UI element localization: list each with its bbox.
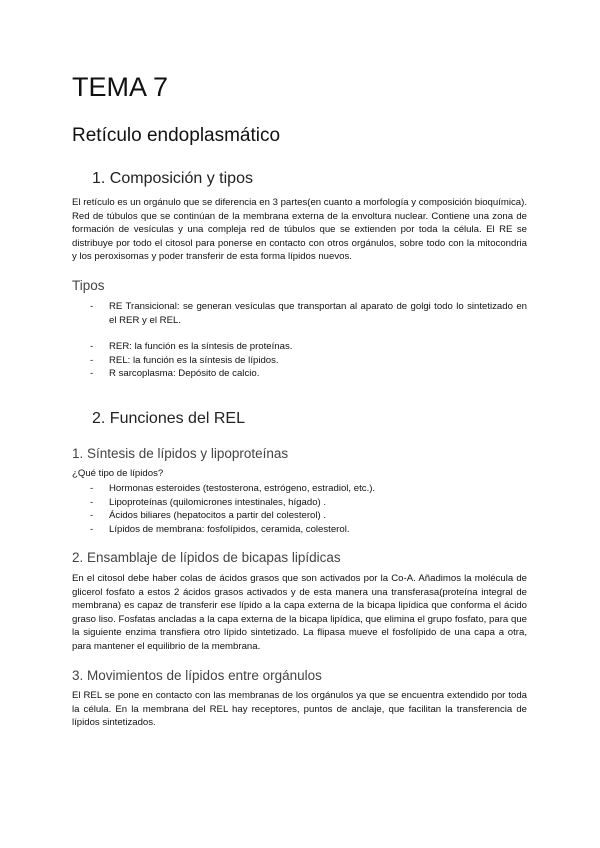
- dash-marker: -: [90, 483, 94, 494]
- list-item: - Hormonas esteroides (testosterona, estrógeno, estradiol, etc.).: [90, 483, 376, 494]
- question-text: ¿Qué tipo de lípidos?: [72, 468, 164, 479]
- section-heading-composicion: 1. Composición y tipos: [92, 170, 253, 187]
- subheading-sintesis: 1. Síntesis de lípidos y lipoproteínas: [72, 446, 289, 461]
- dash-marker: -: [90, 354, 94, 366]
- list-item: - Lípidos de membrana: fosfolípidos, ceramida, colesterol.: [90, 523, 350, 535]
- list-item: - RER: la función es la síntesis de proteínas.: [90, 341, 293, 352]
- dash-marker: -: [90, 301, 94, 312]
- dash-marker: -: [90, 510, 94, 521]
- dash-marker: -: [90, 523, 94, 535]
- dash-marker: -: [90, 496, 94, 508]
- paragraph-ensamblaje: En el citosol debe haber colas de ácidos grasos que son activados por la Co-A. Añadimos la molécula de glicerol fosfato a estos 2 ácidos grasos activados y de esta manera una transferasa(proteína integral de membrana) es capaz de transferir ese lípido a la capa externa de la bicapa lipídica que conforma el ácido graso liso. Fosfatas ancladas a la capa externa de la bicapa lipídica, que elimina el grupo fosfato, para que la siguiente enzima transfiera otro lípido sintetizado. La flipasa mueve el fosfolípido de una capa a otra, para mantener el equilibrio de la membrana.: [72, 573, 527, 652]
- list-item: - R sarcoplasma: Depósito de calcio.: [90, 368, 260, 379]
- list-item: - RE Transicional: se generan vesículas que transportan al aparato de golgi todo lo sintetizado en el RER y el REL.: [90, 301, 527, 326]
- dash-marker: -: [90, 368, 94, 379]
- subheading-movimientos: 3. Movimientos de lípidos entre orgánulos: [72, 668, 322, 683]
- list-item: - Lipoproteínas (quilomicrones intestinales, hígado) .: [90, 496, 327, 508]
- subheading-ensamblaje: 2. Ensamblaje de lípidos de bicapas lipídicas: [72, 550, 341, 565]
- list-item: - REL: la función es la síntesis de lípidos.: [90, 354, 279, 366]
- tipos-list: [90, 300, 527, 381]
- paragraph-movimientos: El REL se pone en contacto con las membranas de los orgánulos ya que se encuentra extendido por toda la célula. En la membrana del REL hay receptores, puntos de anclaje, que facilitan la transferencia de lípidos sintetizados.: [72, 690, 527, 728]
- subheading-tipos: Tipos: [72, 278, 105, 293]
- section-heading-funciones: 2. Funciones del REL: [92, 410, 245, 427]
- dash-marker: -: [90, 341, 94, 352]
- page-title: TEMA 7: [72, 72, 169, 102]
- page-subtitle: Retículo endoplasmático: [72, 125, 281, 146]
- section-paragraph-composicion: El retículo es un orgánulo que se diferencia en 3 partes(en cuanto a morfología y composición bioquímica). Red de túbulos que se continúan de la membrana externa de la envoltura nuclear. Contiene una zona de formación de vesículas y una compleja red de túbulos que se extienden por toda la célula. El RE se distribuye por todo el citosol para ponerse en contacto con otros orgánulos, sobre todo con la mitocondria y los peroxisomas y poder transferir de esta forma lípidos nuevos.: [72, 197, 527, 262]
- list-spacer: [90, 327, 527, 340]
- list-item: - Ácidos biliares (hepatocitos a partir del colesterol) .: [90, 510, 327, 521]
- lipidos-list: [90, 482, 527, 536]
